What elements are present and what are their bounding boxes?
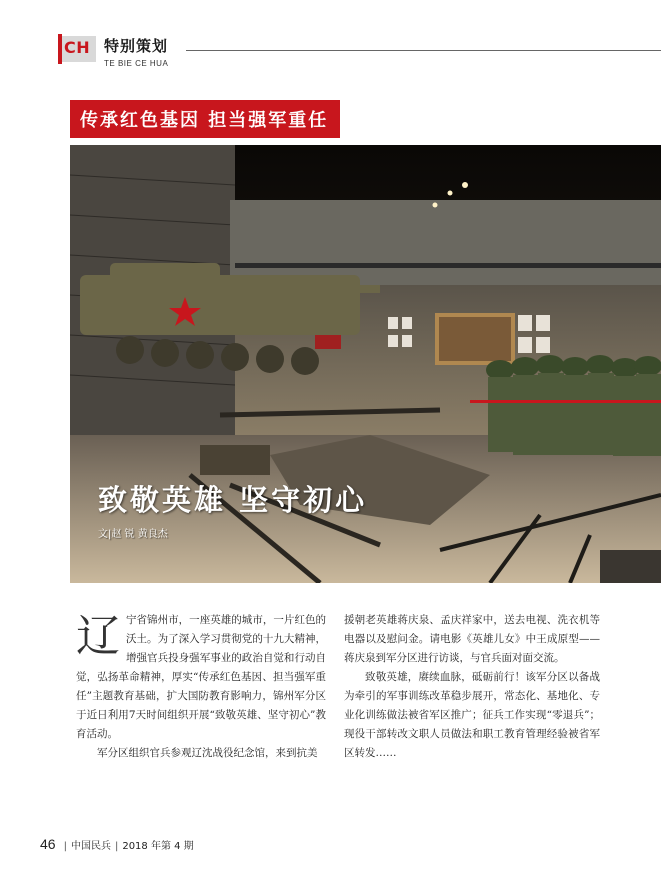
- footer-separator: |: [114, 841, 119, 852]
- page-footer: [40, 836, 194, 852]
- logo-text: CH: [64, 38, 91, 57]
- theme-banner-text: 传承红色基因 担当强军重任: [80, 110, 329, 131]
- issue-label: 2018 年第 4 期: [122, 841, 194, 852]
- paragraph-2-continued: 援朝老英雄蒋庆泉、孟庆祥家中，送去电视、洗衣机等电器以及慰问金。请电影《英雄儿女》中王成原型——蒋庆泉到军分区进行访谈，与官兵面对面交流。: [344, 614, 600, 664]
- paragraph-1: [76, 611, 326, 744]
- section-header: [58, 34, 661, 74]
- section-pinyin: TE BIE CE HUA: [104, 59, 169, 68]
- article-headline: 致敬英雄 坚守初心: [98, 483, 368, 517]
- page-number: 46: [40, 836, 56, 852]
- ch-logo: [58, 34, 98, 64]
- paragraph-1-text: 宁省锦州市，一座英雄的城市，一片红色的沃土。为了深入学习贯彻党的十九大精神，增强官兵投身强军事业的政治自觉和行动自觉，弘扬革命精神，厚实“传承红色基因、担当强军重任”主题教育基础，扩大国防教育影响力，锦州军分区于近日利用7天时间组织开展“致敬英雄、坚守初心”教育活动。: [76, 614, 326, 740]
- header-divider: [186, 50, 661, 51]
- paragraph-2: 军分区组织官兵参观辽沈战役纪念馆，来到抗美: [97, 747, 318, 759]
- theme-banner: [70, 100, 340, 138]
- footer-separator: |: [63, 841, 67, 852]
- article-byline: 文|赵 锐 黄良杰: [98, 529, 168, 540]
- section-title: 特别策划: [104, 37, 169, 55]
- article-column-right: [344, 611, 600, 763]
- magazine-name: 中国民兵: [70, 841, 111, 852]
- article-column-left: [76, 611, 326, 763]
- paragraph-3: 致敬英雄，赓续血脉，砥砺前行！该军分区以备战为牵引的军事训练改革稳步展开，常态化、基地化、专业化训练做法被省军区推广；征兵工作实现“零退兵”；现役干部转改文职人员做法和职工教育管理经验被省军区转发……: [344, 671, 600, 759]
- drop-cap: 辽: [76, 611, 120, 662]
